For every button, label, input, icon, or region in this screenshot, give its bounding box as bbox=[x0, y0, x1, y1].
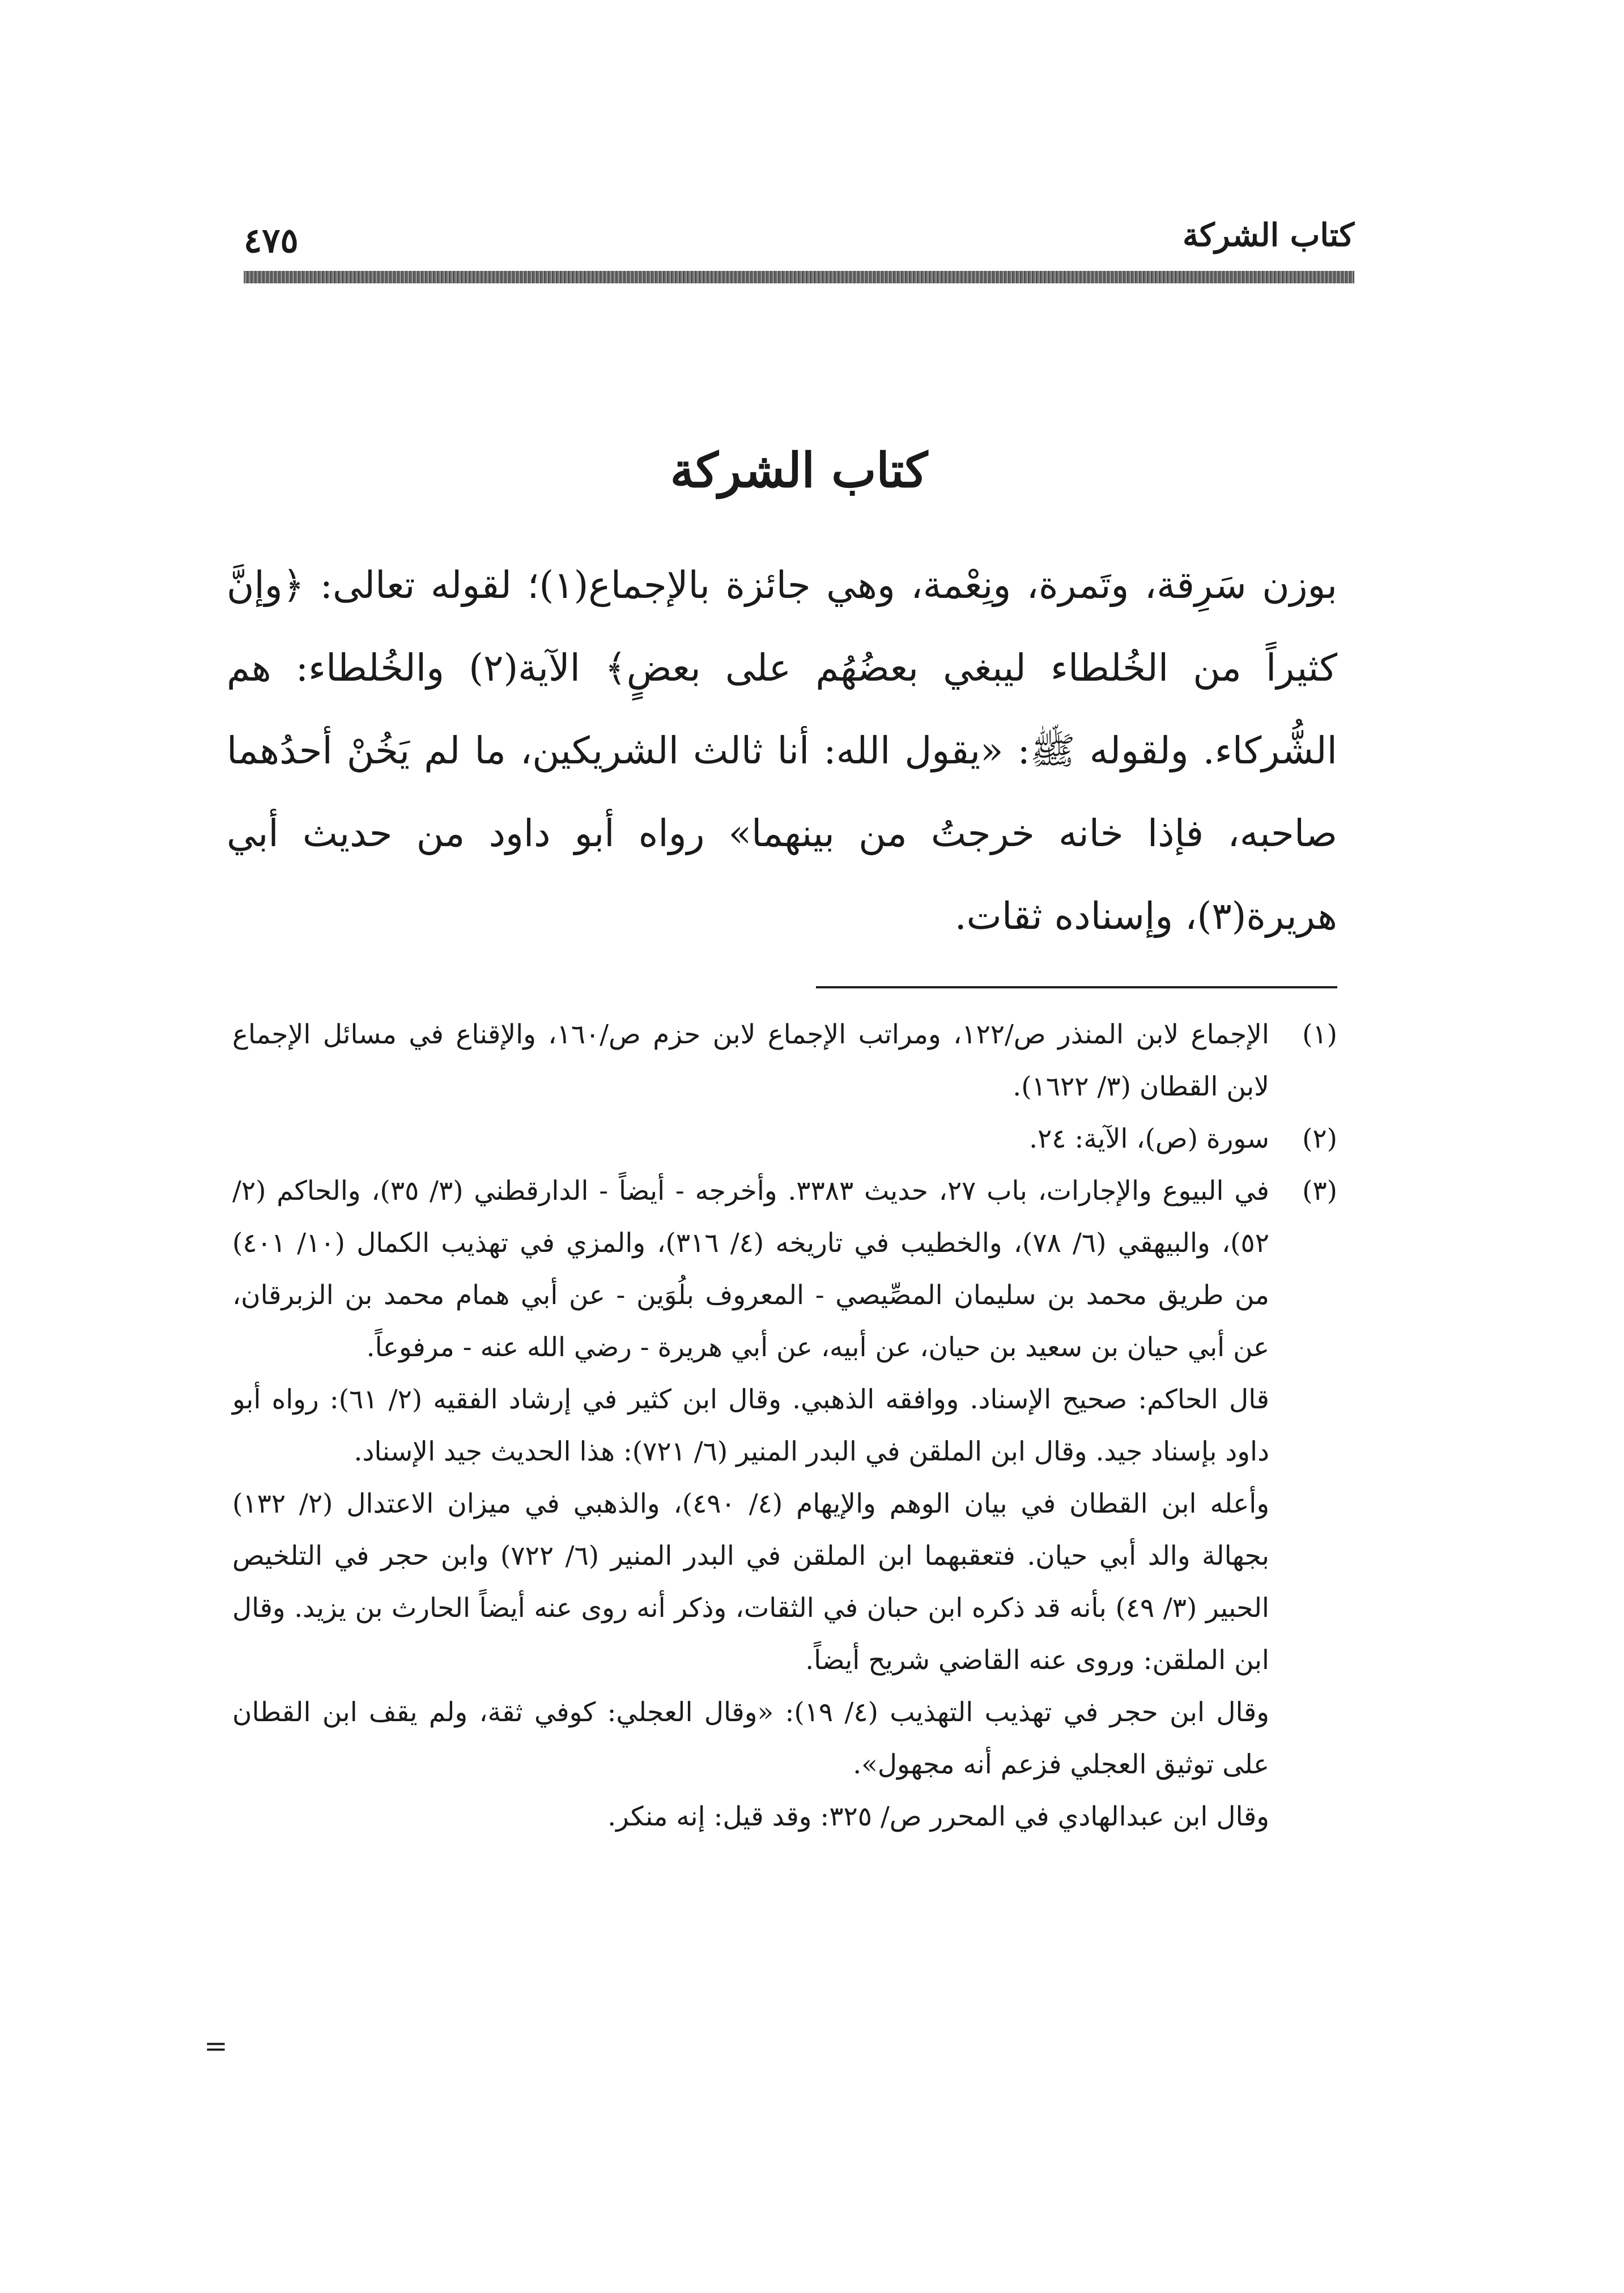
continuation-mark: = bbox=[204, 2029, 228, 2062]
main-paragraph: بوزن سَرِقة، وتَمرة، ونِعْمة، وهي جائزة بالإجماع(١)؛ لقوله تعالى: ﴿وإنَّ كثيراً من الخُلطاء ليبغي بعضُهُم على بعضٍ﴾ الآية(٢) والخُلطاء: هم الشُّركاء. ولقوله ﷺ: «يقول الله: أنا ثالث الشريكين، ما لم يَخُنْ أحدُهما صاحبه، فإذا خانه خرجتُ من بينهما» رواه أبو داود من حديث أبي هريرة(٣)، وإسناده ثقات. bbox=[227, 563, 1338, 938]
running-header bbox=[244, 210, 1354, 272]
footnote-1 bbox=[232, 1009, 1337, 1113]
main-text bbox=[227, 544, 1337, 958]
header-rule bbox=[244, 271, 1354, 283]
running-title: كتاب الشركة bbox=[1183, 216, 1354, 254]
footnote-text: سورة (ص)، الآية: ٢٤. bbox=[1029, 1123, 1269, 1154]
footnote-paragraph: وقال ابن عبدالهادي في المحرر ص/ ٣٢٥: وقد قيل: إنه منكر. bbox=[607, 1801, 1269, 1832]
footnote-3 bbox=[232, 1165, 1337, 1843]
page-number: ٤٧٥ bbox=[244, 221, 299, 261]
footnote-separator bbox=[816, 986, 1337, 988]
chapter-title: كتاب الشركة bbox=[670, 442, 928, 498]
footnote-number: (٣) bbox=[1302, 1175, 1337, 1207]
footnote-text: الإجماع لابن المنذر ص/١٢٢، ومراتب الإجماع لابن حزم ص/١٦٠، والإقناع في مسائل الإجماع لابن القطان (٣/ ١٦٢٢). bbox=[232, 1019, 1269, 1102]
footnote-2 bbox=[232, 1113, 1337, 1165]
footnote-paragraph: في البيوع والإجارات، باب ٢٧، حديث ٣٣٨٣. وأخرجه - أيضاً - الدارقطني (٣/ ٣٥)، والحاكم (٢/ ٥٢)، والبيهقي (٦/ ٧٨)، والخطيب في تاريخه (٤/ ٣١٦)، والمزي في تهذيب الكمال (١٠/ ٤٠١) من طريق محمد بن سليمان المصِّيصي - المعروف بلُوَين - عن أبي همام محمد بن الزبرقان، عن أبي حيان بن سعيد بن حيان، عن أبيه، عن أبي هريرة - رضي الله عنه - مرفوعاً. bbox=[232, 1175, 1269, 1363]
footnote-paragraph: وأعله ابن القطان في بيان الوهم والإيهام (٤/ ٤٩٠)، والذهبي في ميزان الاعتدال (٢/ ١٣٢) بجهالة والد أبي حيان. فتعقبهما ابن الملقن في البدر المنير (٦/ ٧٢٢) وابن حجر في التلخيص الحبير (٣/ ٤٩) بأنه قد ذكره ابن حبان في الثقات، وذكر أنه روى عنه أيضاً الحارث بن يزيد. وقال ابن الملقن: وروى عنه القاضي شريح أيضاً. bbox=[232, 1488, 1270, 1676]
footnote-paragraph: قال الحاكم: صحيح الإسناد. ووافقه الذهبي. وقال ابن كثير في إرشاد الفقيه (٢/ ٦١): رواه أبو داود بإسناد جيد. وقال ابن الملقن في البدر المنير (٦/ ٧٢١): هذا الحديث جيد الإسناد. bbox=[232, 1384, 1269, 1467]
footnotes bbox=[232, 1009, 1337, 1843]
footnote-paragraph: وقال ابن حجر في تهذيب التهذيب (٤/ ١٩): «وقال العجلي: كوفي ثقة، ولم يقف ابن القطان على توثيق العجلي فزعم أنه مجهول». bbox=[232, 1697, 1269, 1780]
footnote-number: (٢) bbox=[1302, 1123, 1337, 1154]
footnote-number: (١) bbox=[1302, 1019, 1337, 1050]
